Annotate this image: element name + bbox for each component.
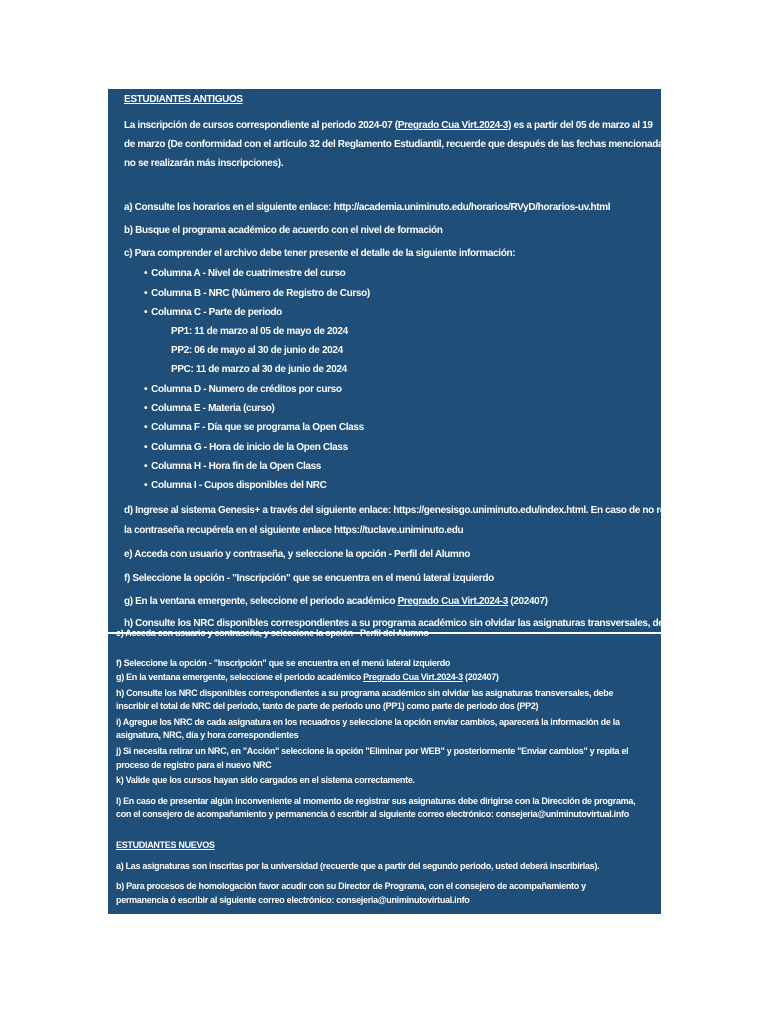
step-g: g) En la ventana emergente, seleccione el periodo académico Pregrado Cua Virt.2024-3 (202407)	[116, 672, 499, 682]
step-a: a) Consulte los horarios en el siguiente enlace: http://academia.uniminuto.edu/horarios/RVyD/horarios-uv.html	[124, 202, 611, 213]
enrollment-instructions-top-panel	[108, 89, 695, 632]
section-heading-old-students: ESTUDIANTES ANTIGUOS	[124, 94, 243, 105]
step-j-line-2: proceso de registro para el nuevo NRC	[116, 760, 272, 770]
step-h-line-2: inscribir el total de NRC del periodo, tanto de parte de periodo uno (PP1) como parte de periodo dos (PP2)	[116, 701, 539, 711]
bullet-icon: •	[144, 307, 148, 318]
step-f: f) Seleccione la opción - "Inscripción" que se encuentra en el menú lateral izquierdo	[116, 658, 451, 668]
step-j-line-1: j) Si necesita retirar un NRC, en "Acción" seleccione la opción "Eliminar por WEB" y posteriormente "Enviar cambios" y repita el	[116, 746, 629, 756]
intro-line-3: no se realizarán más inscripciones).	[124, 158, 284, 169]
new-step-b-line-2: permanencia ó escribir al siguiente correo electrónico: consejeria@uniminutovirtual.info	[116, 895, 470, 905]
period-link[interactable]: Pregrado Cua Virt.2024-3)	[397, 120, 512, 131]
enrollment-instructions-bottom-panel	[108, 628, 661, 914]
bullet-icon: •	[144, 268, 148, 279]
step-k: k) Valide que los cursos hayan sido cargados en el sistema correctamente.	[116, 775, 415, 785]
step-h-cut: h) Consulte los NRC disponibles correspondientes a su programa académico sin olvidar las asignaturas transversales, debe	[124, 618, 675, 629]
step-i-line-1: i) Agregue los NRC de cada asignatura en los recuadros y seleccione la opción enviar cambios, aparecerá la información de la	[116, 717, 620, 727]
bullet-icon: •	[144, 461, 148, 472]
bullet-icon: •	[144, 288, 148, 299]
step-e: e) Acceda con usuario y contraseña, y seleccione la opción - Perfil del Alumno	[124, 549, 470, 560]
column-c-item: • Columna C - Parte de periodo	[144, 307, 282, 318]
new-step-a: a) Las asignaturas son inscritas por la universidad (recuerde que a partir del segundo periodo, usted deberá inscribirlas).	[116, 861, 600, 871]
period-link[interactable]: Pregrado Cua Virt.2024-3	[397, 596, 508, 607]
step-f: f) Seleccione la opción - "Inscripción" que se encuentra en el menú lateral izquierdo	[124, 573, 494, 584]
column-d-item: • Columna D - Numero de créditos por curso	[144, 384, 342, 395]
column-f-item: • Columna F - Día que se programa la Open Class	[144, 422, 364, 433]
section-heading-new-students: ESTUDIANTES NUEVOS	[116, 840, 215, 850]
bullet-icon: •	[144, 384, 148, 395]
column-b-item: • Columna B - NRC (Número de Registro de Curso)	[144, 288, 370, 299]
bullet-icon: •	[144, 403, 148, 414]
column-g-item: • Columna G - Hora de inicio de la Open Class	[144, 442, 348, 453]
period-pp1: PP1: 11 de marzo al 05 de mayo de 2024	[171, 326, 348, 337]
step-b: b) Busque el programa académico de acuerdo con el nivel de formación	[124, 225, 443, 236]
period-pp2: PP2: 06 de mayo al 30 de junio de 2024	[171, 345, 343, 356]
step-l-line-2: con el consejero de acompañamiento y permanencia ó escribir al siguiente correo electrónico: consejeria@uniminutovirtual.info	[116, 809, 629, 819]
new-step-b-line-1: b) Para procesos de homologación favor acudir con su Director de Programa, con el consejero de acompañamiento y	[116, 881, 586, 891]
step-d-line-2: la contraseña recupérela en el siguiente enlace https://tuclave.uniminuto.edu	[124, 525, 464, 536]
period-ppc: PPC: 11 de marzo al 30 de junio de 2024	[171, 364, 347, 375]
step-l-line-1: l) En caso de presentar algún inconveniente al momento de registrar sus asignaturas debe dirigirse con la Dirección de programa,	[116, 796, 636, 806]
bullet-icon: •	[144, 422, 148, 433]
column-e-item: • Columna E - Materia (curso)	[144, 403, 275, 414]
column-i-item: • Columna I - Cupos disponibles del NRC	[144, 480, 327, 491]
step-d-line-1: d) Ingrese al sistema Genesis+ a través del siguiente enlace: https://genesisgo.uniminuto.edu/index.html. En caso de no recordar	[124, 505, 695, 516]
bullet-icon: •	[144, 442, 148, 453]
step-e-cut: e) Acceda con usuario y contraseña, y seleccione la opción - Perfil del Alumno	[116, 628, 429, 638]
bullet-icon: •	[144, 480, 148, 491]
step-g: g) En la ventana emergente, seleccione el periodo académico Pregrado Cua Virt.2024-3 (202407)	[124, 596, 548, 607]
step-i-line-2: asignatura, NRC, día y hora correspondientes	[116, 730, 299, 740]
step-c: c) Para comprender el archivo debe tener presente el detalle de la siguiente información:	[124, 248, 516, 259]
column-h-item: • Columna H - Hora fin de la Open Class	[144, 461, 322, 472]
intro-line-1: La inscripción de cursos correspondiente al periodo 2024-07 (Pregrado Cua Virt.2024-3) es a partir del 05 de marzo al 19	[124, 120, 653, 131]
period-link[interactable]: Pregrado Cua Virt.2024-3	[363, 672, 463, 682]
intro-line-2: de marzo (De conformidad con el artículo 32 del Reglamento Estudiantil, recuerde que después de las fechas mencionadas,	[124, 139, 671, 150]
step-h-line-1: h) Consulte los NRC disponibles correspondientes a su programa académico sin olvidar las asignaturas transversales, debe	[116, 688, 614, 698]
column-a-item: • Columna A - Nivel de cuatrimestre del curso	[144, 268, 346, 279]
